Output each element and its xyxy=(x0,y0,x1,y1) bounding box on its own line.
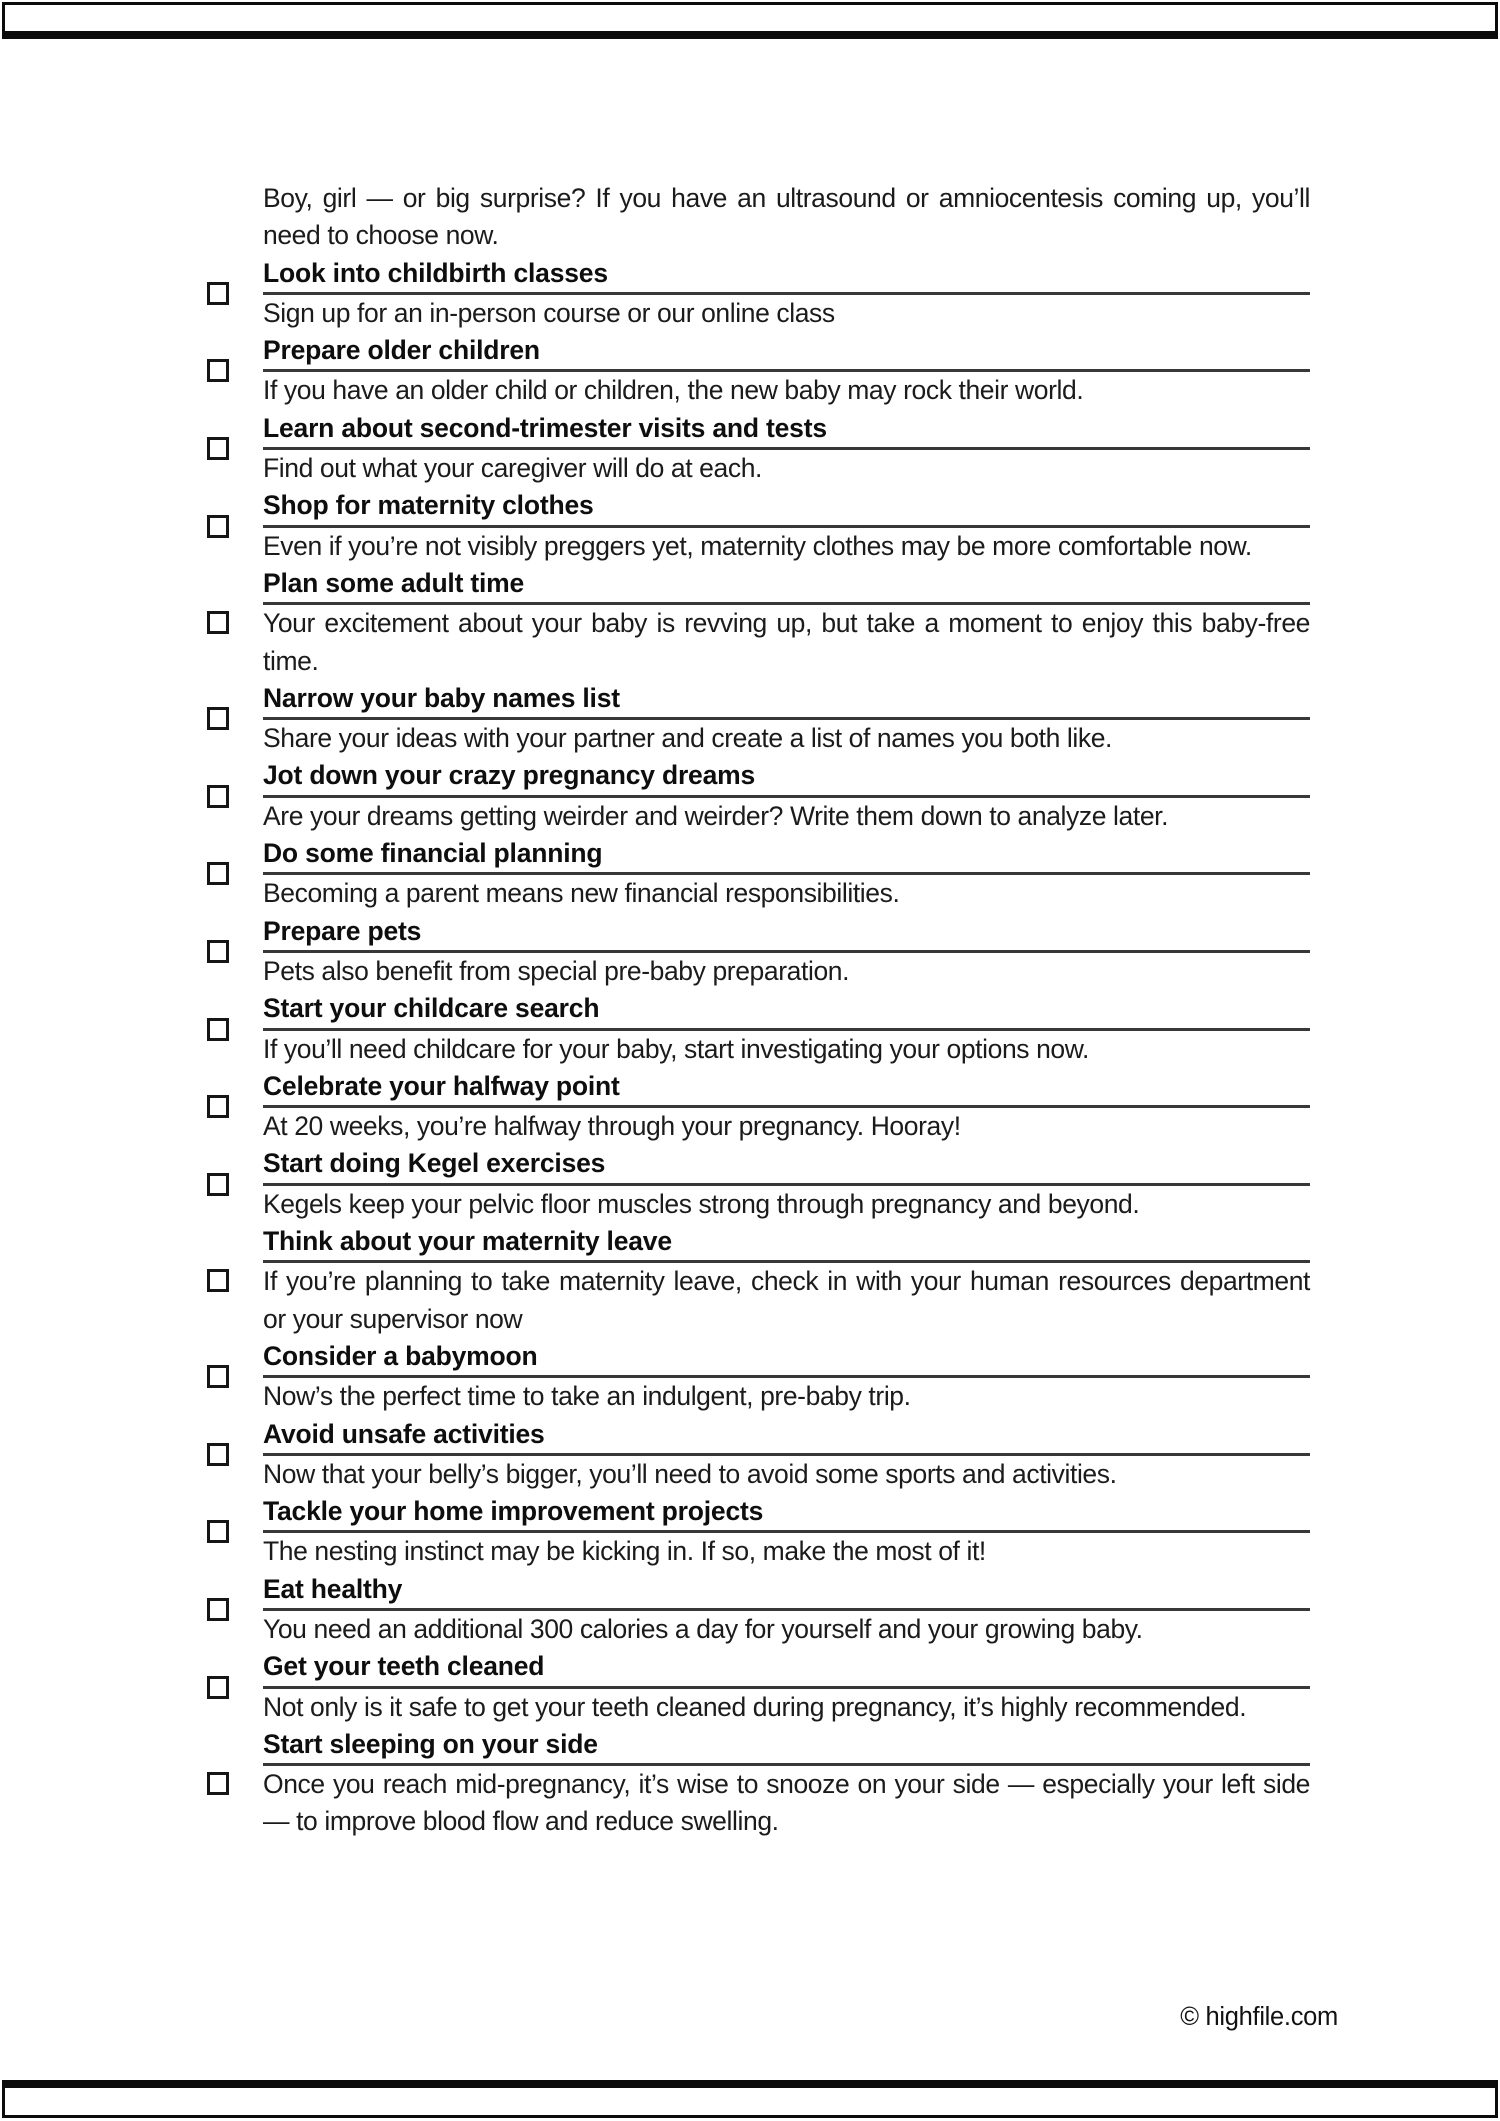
item-body xyxy=(263,1068,1310,1146)
checklist-item xyxy=(207,1223,1500,1338)
item-description: If you’ll need childcare for your baby, start investigating your options now. xyxy=(263,1033,1090,1064)
checkbox-cell xyxy=(207,437,263,460)
checkbox-cell xyxy=(207,707,263,730)
item-checkbox[interactable] xyxy=(207,1173,229,1196)
item-description: Now that your belly’s bigger, you’ll need to avoid some sports and activities. xyxy=(263,1458,1117,1489)
checklist-item xyxy=(207,757,1500,835)
item-body xyxy=(263,565,1310,680)
top-border-bar xyxy=(2,2,1498,39)
checkbox-cell xyxy=(207,940,263,963)
item-description: If you have an older child or children, the new baby may rock their world. xyxy=(263,375,1084,406)
item-title: Narrow your baby names list xyxy=(263,680,1310,720)
item-checkbox[interactable] xyxy=(207,1520,229,1543)
checklist-item xyxy=(207,410,1500,488)
item-description: You need an additional 300 calories a day for yourself and your growing baby. xyxy=(263,1613,1143,1644)
item-description: Once you reach mid-pregnancy, it’s wise to snooze on your side — especially your left side — to improve blood flow and reduce swelling. xyxy=(263,1769,1310,1837)
checklist-item xyxy=(207,487,1500,565)
item-checkbox[interactable] xyxy=(207,1365,229,1388)
item-checkbox[interactable] xyxy=(207,515,229,538)
item-checkbox[interactable] xyxy=(207,1095,229,1118)
checkbox-cell xyxy=(207,1269,263,1292)
checklist-item xyxy=(207,1648,1500,1726)
item-title: Get your teeth cleaned xyxy=(263,1648,1310,1688)
checkbox-cell xyxy=(207,611,263,634)
checkbox-cell xyxy=(207,1018,263,1041)
item-description: If you’re planning to take maternity leave, check in with your human resources department or your supervisor now xyxy=(263,1266,1310,1334)
item-checkbox[interactable] xyxy=(207,611,229,634)
checkbox-cell xyxy=(207,1520,263,1543)
item-description: Now’s the perfect time to take an indulgent, pre-baby trip. xyxy=(263,1381,911,1412)
checkbox-cell xyxy=(207,862,263,885)
checklist-content xyxy=(0,180,1500,1841)
checkbox-cell xyxy=(207,1365,263,1388)
checklist-item xyxy=(207,332,1500,410)
checkbox-cell xyxy=(207,1173,263,1196)
item-title: Shop for maternity clothes xyxy=(263,487,1310,527)
item-body xyxy=(263,410,1310,488)
item-body xyxy=(263,1416,1310,1494)
item-title: Eat healthy xyxy=(263,1571,1310,1611)
item-description: Becoming a parent means new financial responsibilities. xyxy=(263,878,900,909)
item-body xyxy=(263,1338,1310,1416)
item-title: Start sleeping on your side xyxy=(263,1726,1310,1766)
item-description: Kegels keep your pelvic floor muscles strong through pregnancy and beyond. xyxy=(263,1188,1140,1219)
checklist-item xyxy=(207,913,1500,991)
item-description: Share your ideas with your partner and create a list of names you both like. xyxy=(263,723,1112,754)
item-title: Prepare older children xyxy=(263,332,1310,372)
copyright-text: © highfile.com xyxy=(1180,2003,1338,2031)
item-description: Sign up for an in-person course or our online class xyxy=(263,297,835,328)
intro-body xyxy=(263,180,1310,255)
item-description: Not only is it safe to get your teeth cleaned during pregnancy, it’s highly recommended. xyxy=(263,1691,1247,1722)
checklist-item xyxy=(207,565,1500,680)
item-body xyxy=(263,913,1310,991)
item-description: Are your dreams getting weirder and weirder? Write them down to analyze later. xyxy=(263,800,1169,831)
item-checkbox[interactable] xyxy=(207,1018,229,1041)
bottom-border-bar xyxy=(2,2080,1498,2118)
item-body xyxy=(263,1571,1310,1649)
item-title: Think about your maternity leave xyxy=(263,1223,1310,1263)
item-body xyxy=(263,255,1310,333)
item-checkbox[interactable] xyxy=(207,785,229,808)
item-body xyxy=(263,1145,1310,1223)
item-description: Pets also benefit from special pre-baby preparation. xyxy=(263,955,850,986)
item-body xyxy=(263,990,1310,1068)
item-checkbox[interactable] xyxy=(207,862,229,885)
checklist-item xyxy=(207,1726,1500,1841)
item-title: Learn about second-trimester visits and tests xyxy=(263,410,1310,450)
checklist-item xyxy=(207,1416,1500,1494)
item-body xyxy=(263,1648,1310,1726)
item-checkbox[interactable] xyxy=(207,707,229,730)
item-body xyxy=(263,835,1310,913)
item-body xyxy=(263,680,1310,758)
item-checkbox[interactable] xyxy=(207,1676,229,1699)
item-title: Tackle your home improvement projects xyxy=(263,1493,1310,1533)
intro-item xyxy=(207,180,1500,255)
checklist-item xyxy=(207,835,1500,913)
checkbox-cell xyxy=(207,515,263,538)
item-title: Start doing Kegel exercises xyxy=(263,1145,1310,1185)
checkbox-cell xyxy=(207,282,263,305)
checkbox-cell xyxy=(207,1095,263,1118)
item-title: Start your childcare search xyxy=(263,990,1310,1030)
item-title: Plan some adult time xyxy=(263,565,1310,605)
checklist-item xyxy=(207,1571,1500,1649)
item-description: Find out what your caregiver will do at each. xyxy=(263,453,763,484)
checklist-item xyxy=(207,680,1500,758)
item-body xyxy=(263,487,1310,565)
checkbox-cell xyxy=(207,1443,263,1466)
item-body xyxy=(263,1726,1310,1841)
item-title: Consider a babymoon xyxy=(263,1338,1310,1378)
item-body xyxy=(263,1223,1310,1338)
item-title: Avoid unsafe activities xyxy=(263,1416,1310,1456)
item-checkbox[interactable] xyxy=(207,1269,229,1292)
intro-text: Boy, girl — or big surprise? If you have an ultrasound or amniocentesis coming up, you’ll need to choose now. xyxy=(263,183,1310,251)
checklist-item xyxy=(207,1493,1500,1571)
checkbox-cell xyxy=(207,1676,263,1699)
item-checkbox[interactable] xyxy=(207,1772,229,1795)
item-description: At 20 weeks, you’re halfway through your pregnancy. Hooray! xyxy=(263,1111,961,1142)
item-title: Do some financial planning xyxy=(263,835,1310,875)
footer xyxy=(1180,2002,1338,2032)
item-checkbox[interactable] xyxy=(207,282,229,305)
item-title: Celebrate your halfway point xyxy=(263,1068,1310,1108)
checklist xyxy=(0,255,1500,1841)
checkbox-cell xyxy=(207,1598,263,1621)
item-checkbox[interactable] xyxy=(207,1598,229,1621)
checklist-item xyxy=(207,990,1500,1068)
checklist-item xyxy=(207,1338,1500,1416)
checklist-item xyxy=(207,1068,1500,1146)
item-checkbox[interactable] xyxy=(207,940,229,963)
checkbox-cell xyxy=(207,785,263,808)
checkbox-cell xyxy=(207,359,263,382)
item-checkbox[interactable] xyxy=(207,437,229,460)
item-title: Prepare pets xyxy=(263,913,1310,953)
item-description: Even if you’re not visibly preggers yet, maternity clothes may be more comfortable now. xyxy=(263,530,1252,561)
item-body xyxy=(263,1493,1310,1571)
checklist-item xyxy=(207,1145,1500,1223)
item-checkbox[interactable] xyxy=(207,1443,229,1466)
item-checkbox[interactable] xyxy=(207,359,229,382)
item-body xyxy=(263,332,1310,410)
checkbox-cell xyxy=(207,1772,263,1795)
item-description: Your excitement about your baby is revving up, but take a moment to enjoy this baby-free time. xyxy=(263,608,1310,676)
checklist-item xyxy=(207,255,1500,333)
item-body xyxy=(263,757,1310,835)
item-title: Look into childbirth classes xyxy=(263,255,1310,295)
item-description: The nesting instinct may be kicking in. If so, make the most of it! xyxy=(263,1536,986,1567)
item-title: Jot down your crazy pregnancy dreams xyxy=(263,757,1310,797)
